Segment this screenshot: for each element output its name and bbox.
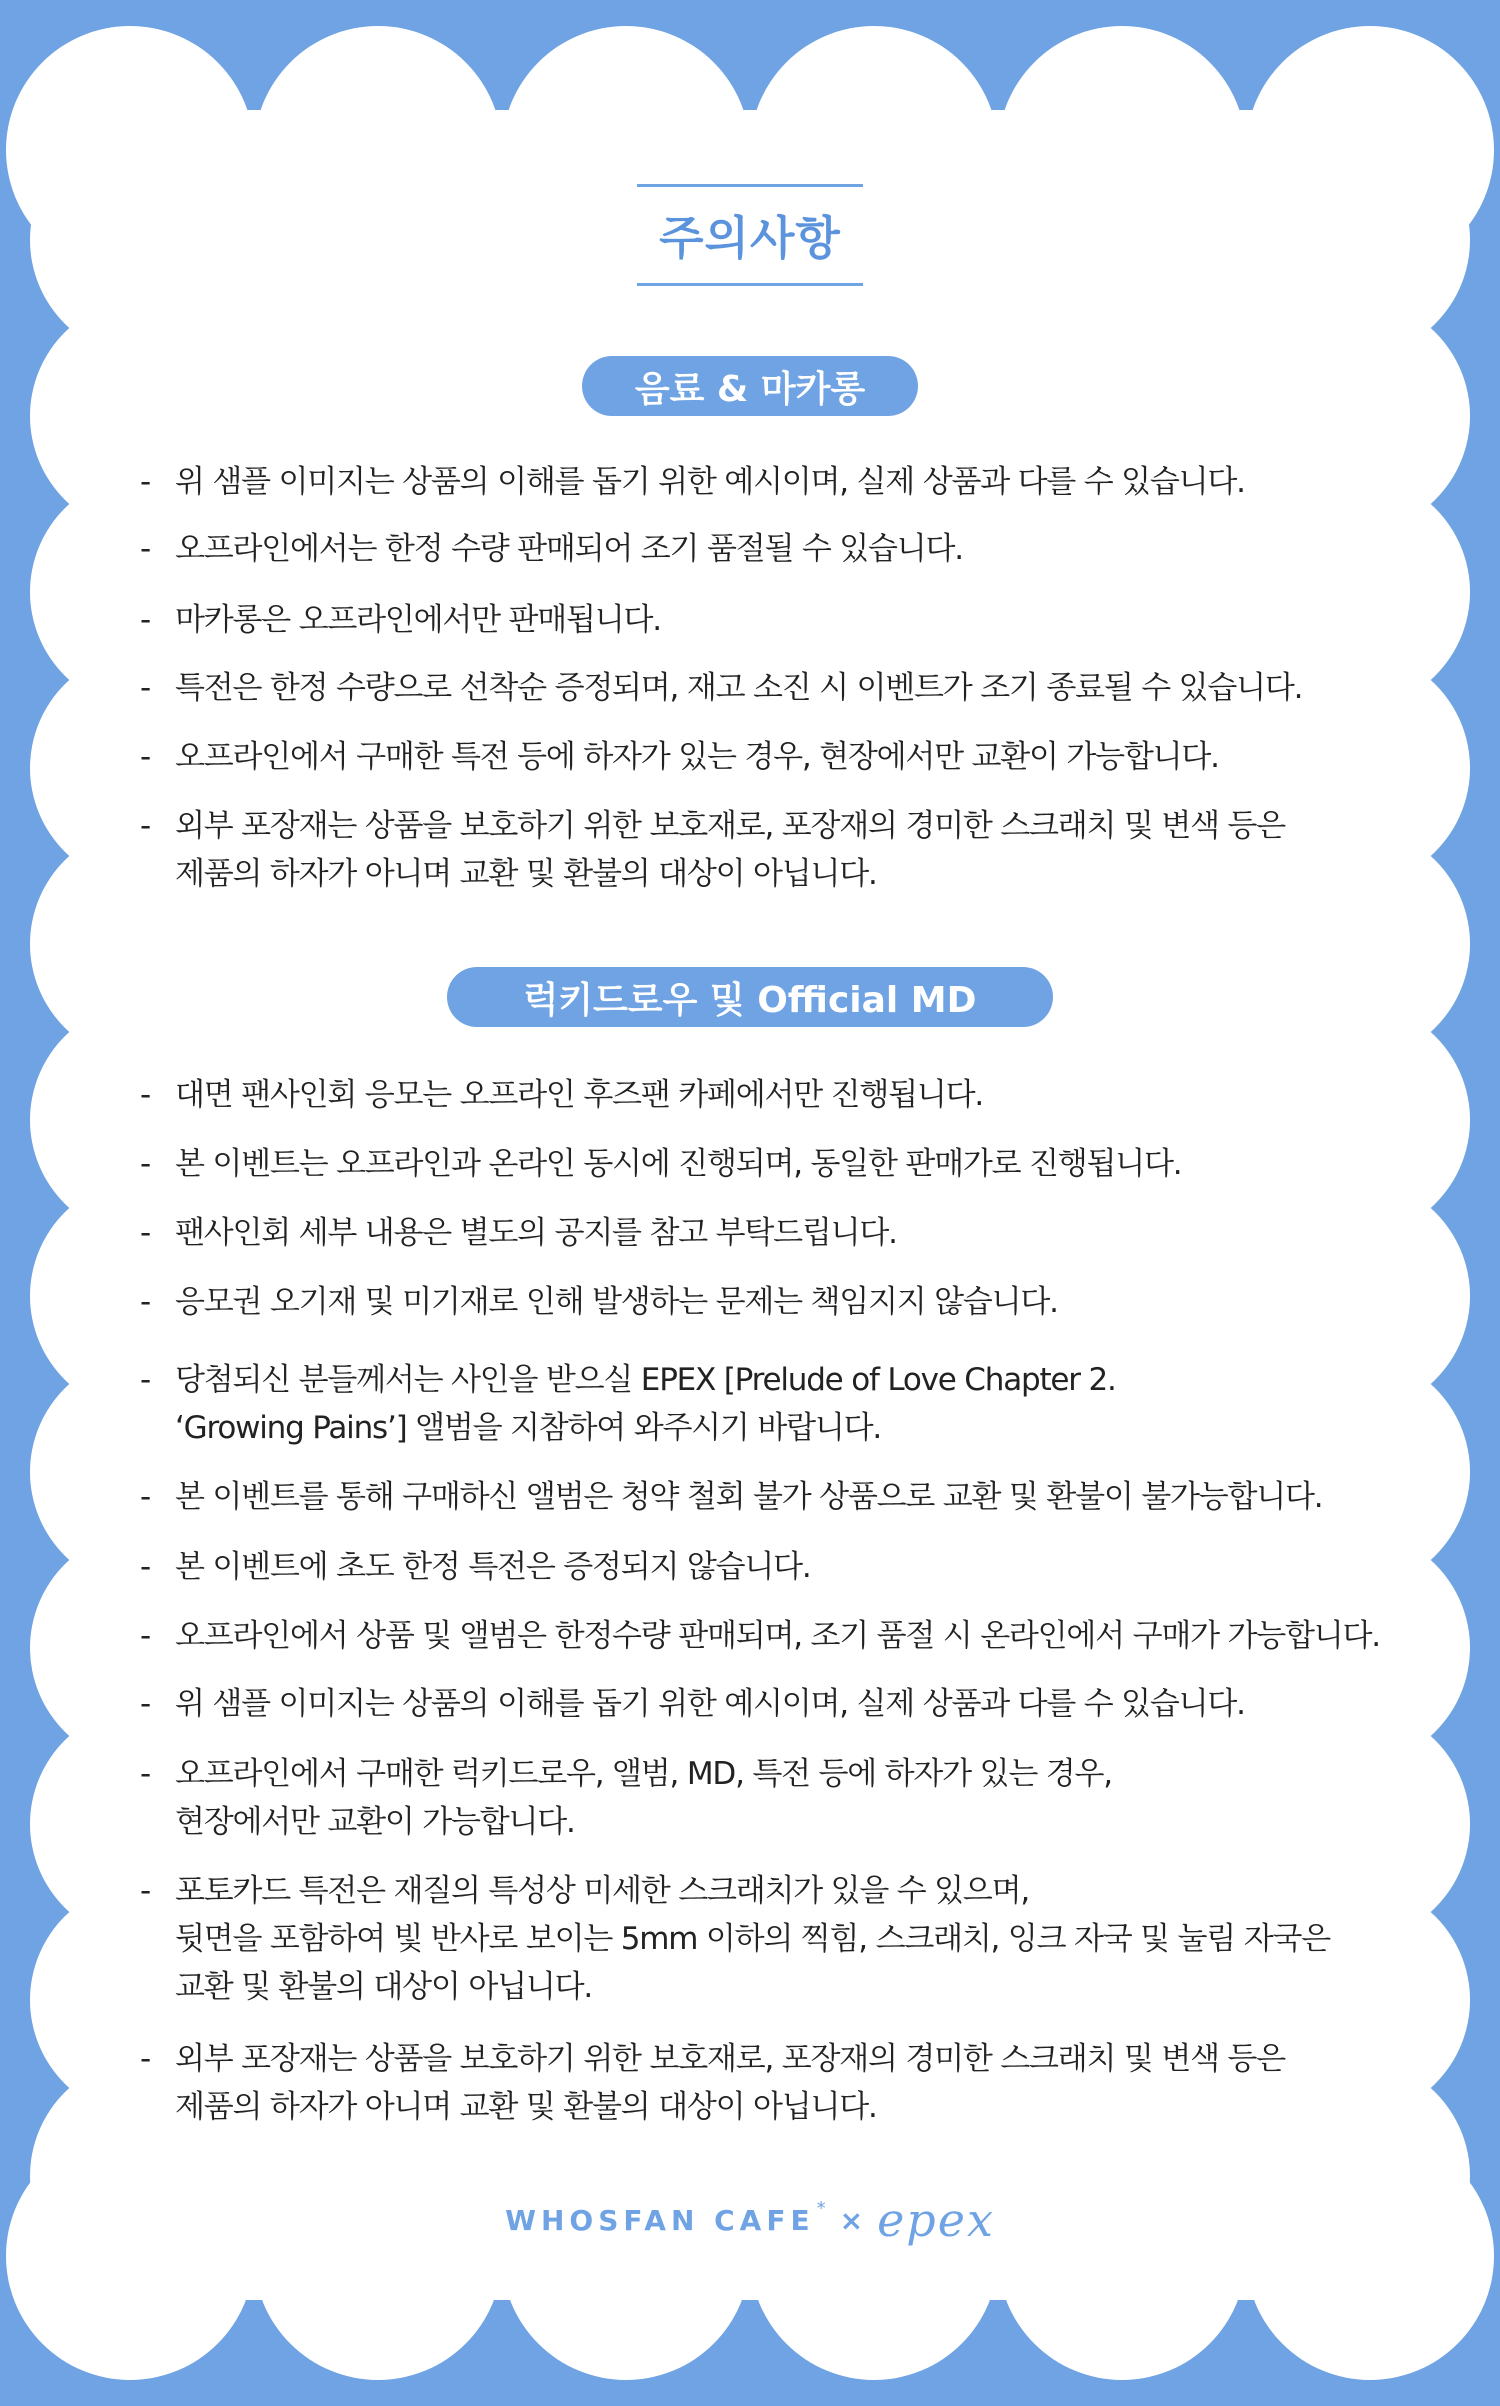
- epex-logo: epex: [877, 2193, 995, 2247]
- list-item: - 오프라인에서 구매한 럭키드로우, 앨범, MD, 특전 등에 하자가 있는 경우, 현장에서만 교환이 가능합니다.: [140, 1750, 1390, 1846]
- bullet-dash: -: [140, 602, 152, 638]
- list-item: - 오프라인에서 상품 및 앨범은 한정수량 판매되며, 조기 품절 시 온라인에서 구매가 가능합니다.: [140, 1612, 1390, 1660]
- list-item: - 당첨되신 분들께서는 사인을 받으실 EPEX [Prelude of Love Chapter 2. ‘Growing Pains’] 앨범을 지참하여 와주시기 바랍니다.: [140, 1356, 1390, 1452]
- bullet-dash: -: [140, 808, 152, 844]
- bullet-dash: -: [140, 1215, 152, 1251]
- bullet-dash: -: [140, 1873, 152, 1909]
- section-heading-luckydraw: 럭키드로우 및 Official MD: [447, 967, 1053, 1027]
- list-item: - 본 이벤트에 초도 한정 특전은 증정되지 않습니다.: [140, 1543, 1390, 1591]
- list-item: - 본 이벤트를 통해 구매하신 앨범은 청약 철회 불가 상품으로 교환 및 환불이 불가능합니다.: [140, 1473, 1390, 1521]
- bullet-dash: -: [140, 1362, 152, 1398]
- title-box: [637, 184, 863, 286]
- page-title: 주의사항: [659, 211, 841, 265]
- bullet-dash: -: [140, 464, 152, 500]
- list-item: - 포토카드 특전은 재질의 특성상 미세한 스크래치가 있을 수 있으며, 뒷면을 포함하여 빛 반사로 보이는 5mm 이하의 찍힘, 스크래치, 잉크 자국 및 눌림 자국은 교환 및 환불의 대상이 아닙니다.: [140, 1867, 1390, 2011]
- star-icon: *: [816, 2197, 826, 2219]
- list-item: - 팬사인회 세부 내용은 별도의 공지를 참고 부탁드립니다.: [140, 1209, 1390, 1257]
- list-item: - 오프라인에서 구매한 특전 등에 하자가 있는 경우, 현장에서만 교환이 가능합니다.: [140, 733, 1390, 781]
- list-item: - 외부 포장재는 상품을 보호하기 위한 보호재로, 포장재의 경미한 스크래치 및 변색 등은 제품의 하자가 아니며 교환 및 환불의 대상이 아닙니다.: [140, 802, 1390, 898]
- list-item: - 특전은 한정 수량으로 선착순 증정되며, 재고 소진 시 이벤트가 조기 종료될 수 있습니다.: [140, 664, 1390, 712]
- bullet-dash: -: [140, 1284, 152, 1320]
- list-item: - 위 샘플 이미지는 상품의 이해를 돕기 위한 예시이며, 실제 상품과 다를 수 있습니다.: [140, 1680, 1390, 1728]
- bullet-dash: -: [140, 1146, 152, 1182]
- bullet-dash: -: [140, 739, 152, 775]
- bullet-dash: -: [140, 1618, 152, 1654]
- list-item: - 대면 팬사인회 응모는 오프라인 후즈팬 카페에서만 진행됩니다.: [140, 1071, 1390, 1119]
- bullet-dash: -: [140, 1756, 152, 1792]
- list-item: - 외부 포장재는 상품을 보호하기 위한 보호재로, 포장재의 경미한 스크래치 및 변색 등은 제품의 하자가 아니며 교환 및 환불의 대상이 아닙니다.: [140, 2035, 1390, 2131]
- list-item: - 응모권 오기재 및 미기재로 인해 발생하는 문제는 책임지지 않습니다.: [140, 1278, 1390, 1326]
- list-item: - 위 샘플 이미지는 상품의 이해를 돕기 위한 예시이며, 실제 상품과 다를 수 있습니다.: [140, 458, 1390, 506]
- footer-logos: [0, 2190, 1500, 2250]
- list-item: - 마카롱은 오프라인에서만 판매됩니다.: [140, 596, 1390, 644]
- bullet-dash: -: [140, 1686, 152, 1722]
- whosfan-cafe-logo: WHOSFAN CAFE: [505, 2203, 815, 2237]
- bullet-dash: -: [140, 1479, 152, 1515]
- collab-times-icon: ×: [839, 2203, 864, 2237]
- section-heading-drinks: 음료 & 마카롱: [582, 356, 918, 416]
- bullet-dash: -: [140, 1549, 152, 1585]
- bullet-dash: -: [140, 1077, 152, 1113]
- bullet-dash: -: [140, 531, 152, 567]
- list-item: - 본 이벤트는 오프라인과 온라인 동시에 진행되며, 동일한 판매가로 진행됩니다.: [140, 1140, 1390, 1188]
- bullet-dash: -: [140, 2041, 152, 2077]
- list-item: - 오프라인에서는 한정 수량 판매되어 조기 품절될 수 있습니다.: [140, 525, 1390, 573]
- bullet-dash: -: [140, 670, 152, 706]
